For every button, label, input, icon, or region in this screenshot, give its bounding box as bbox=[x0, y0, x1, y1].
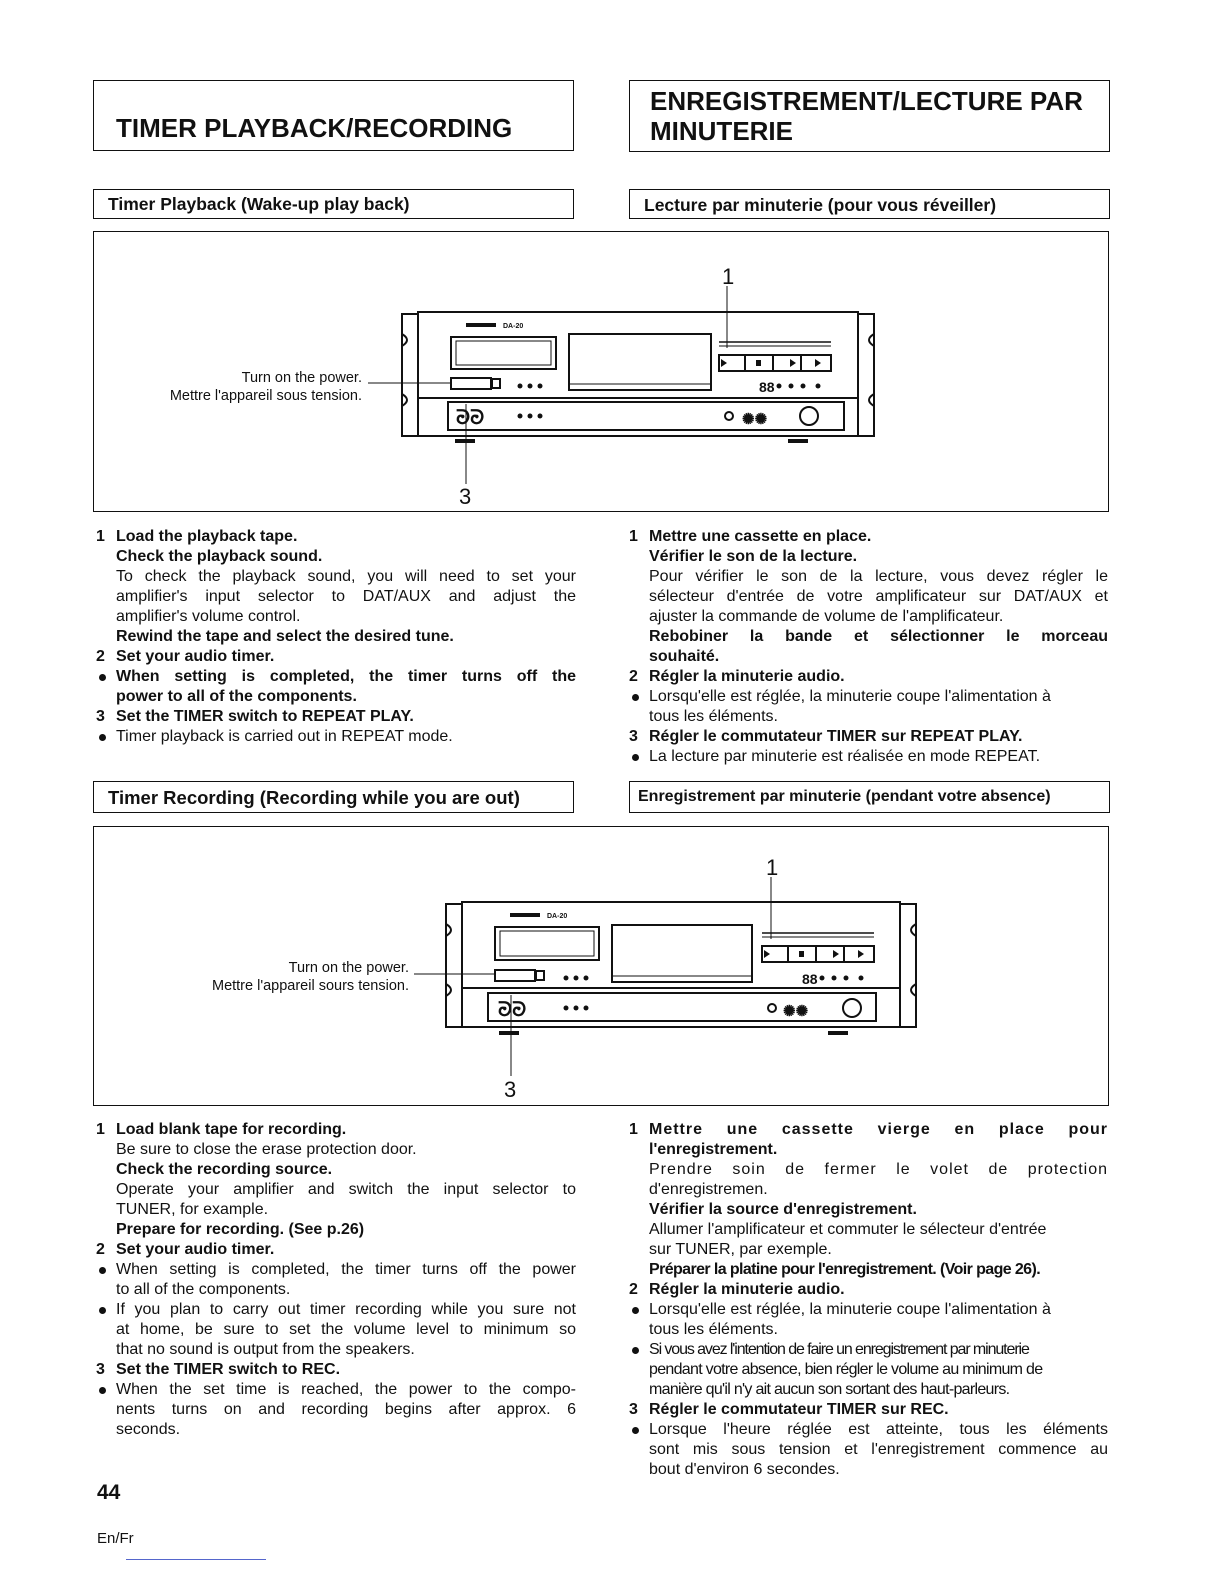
bullet bbox=[99, 1267, 106, 1274]
figure2-caption-en: Turn on the power. bbox=[288, 960, 409, 976]
figure1-callout-3: 3 bbox=[459, 484, 472, 509]
figure1-caption-en: Turn on the power. bbox=[241, 370, 362, 386]
section2-heading-en: Timer Recording (Recording while you are out) bbox=[108, 787, 520, 808]
svg-text:ᘒᘒ: ᘒᘒ bbox=[498, 999, 527, 1021]
figure1-caption-fr: Mettre l'appareil sous tension. bbox=[169, 388, 362, 404]
svg-text:88: 88 bbox=[802, 971, 818, 987]
svg-text:✺✺: ✺✺ bbox=[783, 1003, 809, 1020]
svg-text:ᘒᘒ: ᘒᘒ bbox=[456, 407, 485, 429]
section2-text-fr: 1 Mettre une cassette vierge en place pour l'enregistrement. Prendre soin de fermer le volet de protection d'enregistremen. Vérifier la source d'enregistrement. Allumer l'amplificateur et commuter le sélecteur d'entrée sur TUNER, par exemple. Préparer la platine pour l'enregistrement. (Voir page 26). 2 Régler la minuterie audio. Lorsqu'elle est réglée, la minuterie coupe l'alimentation à tous les éléments. Si vous avez l'intention de faire un enregistrement par minuterie pendant votre absence, bien régler le volume au minimum de manière qu'il n'y ait aucun son sortant des haut-parleurs. 3 Régler le commutateur TIMER sur REC. Lorsque l'heure réglée est atteinte, tous les éléments sont mis sous tension et l'enregistrement commence au bout d'environ 6 secondes. bbox=[629, 1121, 1108, 1478]
figure1-callout-1: 1 bbox=[722, 264, 735, 289]
s1-en-step1-title: Load the playback tape. bbox=[116, 528, 298, 545]
figure2-caption-fr: Mettre l'appareil sours tension. bbox=[211, 978, 409, 994]
svg-text:88: 88 bbox=[759, 379, 775, 395]
section2-text-en: 1 Load blank tape for recording. Be sure to close the erase protection door. Check the recording source. Operate your amplifier and switch the input selector to TUNER, for example. Prepare for recording. (See p.26) 2 Set your audio timer. When setting is completed, the timer turns off the power to all of the components. If you plan to carry out timer recording while you sure not at home, be sure to set the volume level to minimum so that no sound is output from the speakers. 3 Set the TIMER switch to REC. When the set time is reached, the power to the compo- nents turns on and recording begins after approx. 6 seconds. bbox=[96, 1121, 576, 1438]
s1-en-step1-sub: Check the playback sound. bbox=[116, 548, 323, 565]
section2-heading-fr: Enregistrement par minuterie (pendant votre absence) bbox=[638, 788, 1051, 805]
bullet bbox=[99, 1307, 106, 1314]
figure2-callout-1: 1 bbox=[766, 855, 779, 880]
bullet bbox=[99, 1387, 106, 1394]
section1-text-en: 1 Load the playback tape. Check the playback sound. To check the playback sound, you will need to set your amplifier's input selector to DAT/AUX and adjust the amplifier's volume control. Rewind the tape and select the desired tune. 2 Set your audio timer. When setting is completed, the timer turns off the power to all of the components. 3 Set the TIMER switch to REPEAT PLAY. Timer playback is carried out in REPEAT mode. bbox=[96, 528, 576, 745]
language-label: En/Fr bbox=[97, 1530, 134, 1547]
section1-heading-fr: Lecture par minuterie (pour vous réveiller) bbox=[644, 195, 997, 215]
section1-heading-en: Timer Playback (Wake-up play back) bbox=[108, 194, 410, 214]
page-number: 44 bbox=[97, 1481, 121, 1504]
bullet bbox=[632, 1347, 639, 1354]
deck1-model-label: DA-20 bbox=[503, 323, 524, 330]
bullet bbox=[632, 1307, 639, 1314]
bullet bbox=[632, 1427, 639, 1434]
page-title-fr-line1: ENREGISTREMENT/LECTURE PAR bbox=[650, 86, 1083, 116]
footer-rule bbox=[126, 1559, 266, 1560]
page-title-en: TIMER PLAYBACK/RECORDING bbox=[116, 113, 513, 143]
svg-text:✺✺: ✺✺ bbox=[742, 411, 768, 428]
page-title-fr-line2: MINUTERIE bbox=[650, 116, 793, 146]
section1-text-fr: 1 Mettre une cassette en place. Vérifier le son de la lecture. Pour vérifier le son de la lecture, vous devez régler le sélecteur d'entrée de votre amplificateur sur DAT/AUX et ajuster la commande de volume de l'amplificateur. Rebobiner la bande et sélectionner le morceau souhaité. 2 Régler la minuterie audio. Lorsqu'elle est réglée, la minuterie coupe l'alimentation à tous les éléments. 3 Régler le commutateur TIMER sur REPEAT PLAY. La lecture par minuterie est réalisée en mode REPEAT. bbox=[629, 528, 1108, 765]
figure2-callout-3: 3 bbox=[504, 1077, 517, 1102]
deck2-model-label: DA-20 bbox=[547, 913, 568, 920]
